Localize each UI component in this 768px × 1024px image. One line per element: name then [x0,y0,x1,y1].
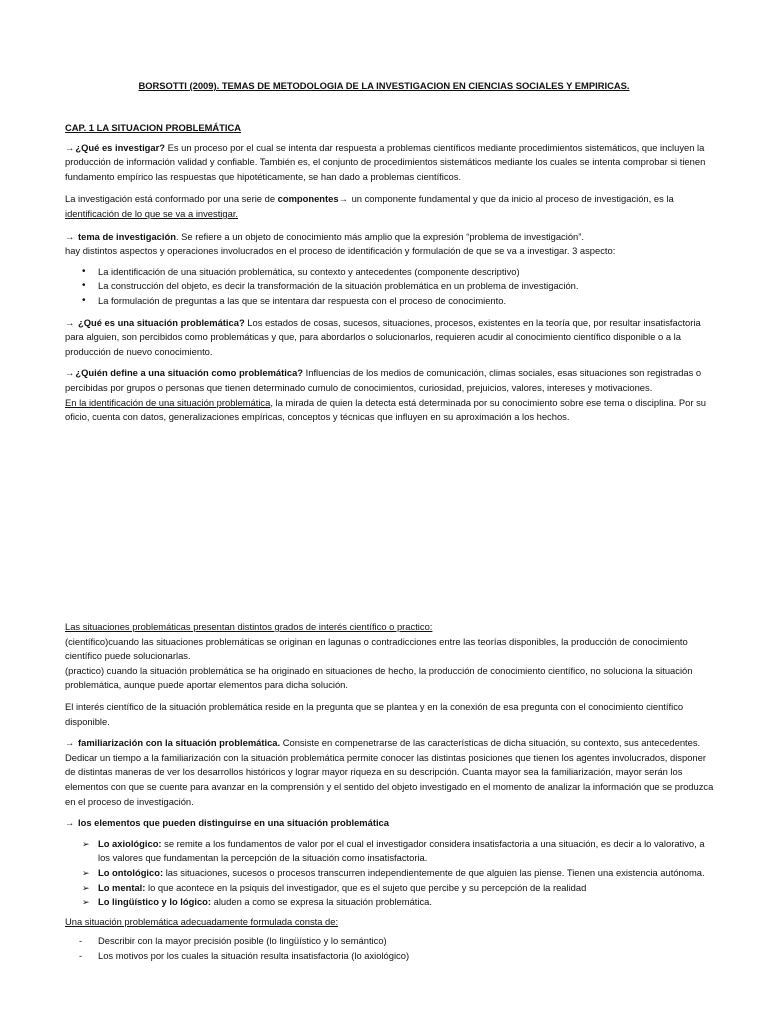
term-componentes: componentes [277,193,339,205]
term-quien-define: ¿Quién define a una situación como problemática? [75,367,304,379]
check-arrow-icon: ➢ [82,897,90,908]
list-item: • La formulación de preguntas a las que se intentara dar respuesta con el proceso de conocimiento. [82,294,715,309]
arrow-icon: → [338,193,348,205]
arrow-icon: → [65,141,75,153]
text-quien-2: , la mirada de quien la detecta está determinada por su conocimiento sobre ese tema o disciplina. Por su oficio, cuenta con datos, generalizaciones empíricas, conceptos y técnicas que influyen en su aproximación a los hechos. [65,396,707,423]
term-mental: Lo mental: [98,881,146,893]
check-arrow-icon: ➢ [82,882,90,893]
text-componentes-mid: un componente fundamental y que da inicio al proceso de investigación, es la [348,193,674,205]
paragraph-componentes [65,192,715,221]
paragraph-familiarizacion [65,736,715,809]
text-quien: Influencias de los medios de comunicación, climas sociales, esas situaciones son registradas o percibidas por grupos o personas que tienen determinado cumulo de conocimientos, curiosidad, prejuicios, valores, intereses y motivaciones. [65,367,702,393]
check-arrow-icon: ➢ [82,867,90,878]
list-item [82,837,715,866]
underlined-identificacion-situacion: En la identificación de una situación problemática [65,396,271,408]
paragraph-quien-define [65,366,715,424]
arrow-icon: → [65,316,75,328]
text-axiologico: se remite a los fundamentos de valor por el cual el investigador considera insatisfactoria a una situación, es decir a lo valorativo, a los valores que fundamentan la percepción de la situación como insatisfactoria. [98,837,705,864]
text-tema-line2: hay distintos aspectos y operaciones involucrados en el proceso de identificación y formulación de que se va a investigar. 3 aspecto: [65,245,616,257]
paragraph-interes: El interés científico de la situación problemática reside en la pregunta que se plantea y en la conexión de esa pregunta con el conocimiento científico disponible. [65,700,684,727]
text-ontologico: las situaciones, sucesos o procesos transcurren independientemente de que alguien las piense. Tienen una existencia autónoma. [163,866,705,878]
list-item: • La identificación de una situación problemática, su contexto y antecedentes (componente descriptivo) [82,265,715,280]
term-familiarizacion: familiarización con la situación problemática. [77,737,281,749]
grados-heading: Las situaciones problemáticas presentan distintos grados de interés científico o practico: [65,621,433,632]
text-tema: . Se refiere a un objeto de conocimiento más amplio que la expresión “problema de investigación”. [175,230,584,242]
aspects-list [65,265,715,309]
text-componentes-pre: La investigación está conformado por una serie de [65,193,278,205]
text-que-es-investigar: Es un proceso por el cual se intenta dar respuesta a problemas científicos mediante procedimientos sistemáticos, que incluyen la producción de información validad y confiable. También es, el conjunto de procedimientos sistemáticos mediante los cuales se intenta comprobar si tienen fundamento empírico las respuestas que hipotéticamente, se han dado a problemas científicos. [65,141,706,182]
check-arrow-icon: ➢ [82,838,90,849]
section-bottom [65,620,715,963]
term-linguistico: Lo lingüístico y lo lógico: [98,896,212,908]
list-item: - Los motivos por los cuales la situación resulta insatisfactoria (lo axiológico) [79,949,715,964]
paragraph-que-es-investigar [65,141,715,185]
document-title: BORSOTTI (2009). TEMAS DE METODOLOGIA DE LA INVESTIGACION EN CIENCIAS SOCIALES Y EMPIRICAS. [138,80,630,91]
formulada-heading: Una situación problemática adecuadamente formulada consta de: [65,915,339,927]
arrow-icon: → [65,817,75,829]
list-item [82,881,715,896]
term-situacion-problematica: ¿Qué es una situación problemática? [77,316,245,328]
elementos-list [65,837,715,910]
elementos-heading-text: los elementos que pueden distinguirse en una situación problemática [77,817,389,829]
paragraph-situacion-problematica [65,316,715,360]
text-familiarizacion: Consiste en compenetrarse de las características de dicha situación, su contexto, sus antecedentes. Dedicar un tiempo a la familiarización con la situación problemática permite conocer las distintas posiciones que tienen los agentes involucrados, disponer de distintas maneras de ver los desarrollos históricos y lograr mayor riqueza en su descripción. Cuanta mayor sea la familiarización, mayor serán los elementos con que se cuente para avanzar en la comprensión y el sentido del objeto investigado en el momento de analizar la información que se produzca en el proceso de investigación. [65,737,714,807]
text-situacion: Los estados de cosas, sucesos, situaciones, procesos, existentes en la teoría que, por resultar insatisfactoria para alguien, son percibidos como problemáticas y que, para abordarlos o solucionarlos, requieren acudir al conocimiento científico disponible o a la producción de nuevo conocimiento. [65,316,701,357]
term-axiologico: Lo axiológico: [98,837,162,849]
list-item: - Describir con la mayor precisión posible (lo lingüístico y lo semántico) [79,934,715,949]
paragraph-tema [65,230,715,259]
term-ontologico: Lo ontológico: [98,866,164,878]
list-item [82,866,715,881]
term-tema-investigacion: tema de investigación [77,230,176,242]
arrow-icon: → [65,230,75,242]
arrow-icon: → [65,367,75,379]
paragraph-cientifico: (científico)cuando las situaciones problemáticas se originan en lagunas o contradicciones entre las teorías disponibles, la producción de conocimiento científico puede solucionarlas. [65,635,688,662]
elementos-heading [65,816,715,831]
list-item: • La construcción del objeto, es decir la transformación de la situación problemática en un problema de investigación. [82,279,715,294]
formulada-list [65,934,715,963]
text-linguistico: aluden a como se expresa la situación problemática. [211,896,432,908]
list-item [82,895,715,910]
underlined-identificacion: identificación de lo que se va a investigar. [65,207,239,219]
arrow-icon: → [65,737,75,749]
paragraph-practico: (practico) cuando la situación problemática se ha originado en situaciones de hecho, la producción de conocimiento científico, no soluciona la situación problemática, aunque puede aportar elementos para dicha solución. [65,664,693,691]
text-mental: lo que acontece en la psiquis del investigador, que es el sujeto que percibe y su percepción de la realidad [145,881,587,893]
term-que-es-investigar: ¿Qué es investigar? [75,141,165,153]
chapter-heading: CAP. 1 LA SITUACION PROBLEMÁTICA [65,122,242,133]
section-top [65,121,715,425]
